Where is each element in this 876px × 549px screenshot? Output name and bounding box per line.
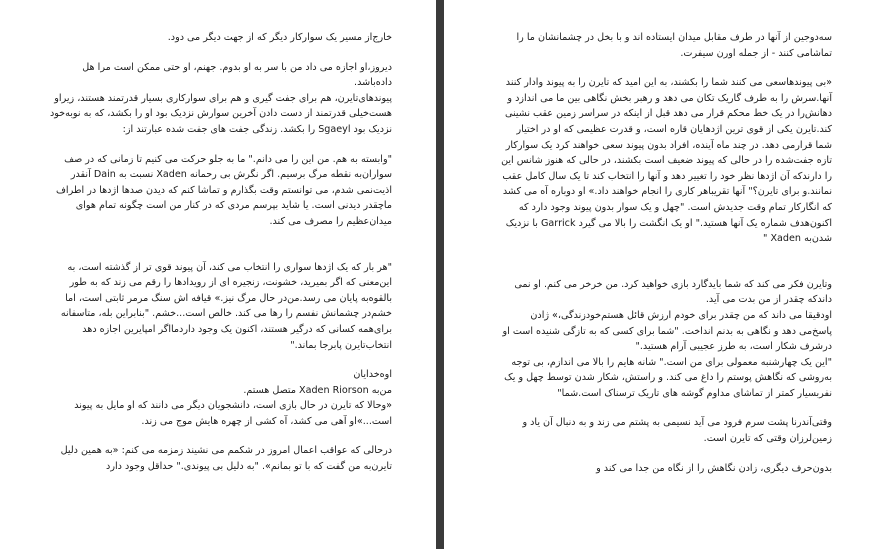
left-paragraph-9: درحالی که عواقب اعمال امروز در شکمم می نشیند زمزمه می کنم: «به همین دلیل تایرن‌به من گفت که با تو بمانم». "به دلیل بی پیوندی." حداقل وجود دارد (60, 445, 392, 473)
left-paragraph-1: خارج‌از مسیر یک سوارکار دیگر که از جهت دیگر می دود. (167, 32, 392, 43)
left-paragraph-3: پیوندهای‌تایرن، هم برای جفت گیری و هم برای سوارکاری بسیار قدرتمند هستند، زیرا‌و هست‌خیلی قدرتمند از دست دادن آخرین سوارش نزدیک بود او را بکشد، که به نوبه‌خود نزدیک بود Sgaeyl را بکشد. زندگی جفت های جفت شده عبارتند از: (49, 92, 392, 135)
right-paragraph-2: «بی پیوندهاسعی می کنند شما را بکشند، به این امید که تایرن را به پیوند وادار کنند آنها.سرش را به طرف گاریک تکان می دهد و رهبر بخش نگاهی بین ما می اندازد و دهانش‌را در یک خط محکم قرار می دهد قبل از اینکه در سراسر زمین عقب نشینی کند.تایرن یکی از قوی ترین اژدهایان قاره است، و قدرت عظیمی که او در اختیار شما قرارمی دهد. در چند ماه آینده، افراد بدون پیوند سعی خواهند کرد یک سوارکار تازه جفت‌شده را در حالی که پیوند ضعیف است بکشند، در حالی که هنوز شانس این را دارندکه آن اژدها نظر خود را تغییر دهد و آنها را انتخاب کند تا یک سال کامل عقب نمانند.و برای تایرن؟" آنها تقریبا‌هر کاری را انجام خواهند داد.» او دوباره آه می کشد که انگارکار تمام وقت جدیدش است. "چهل و یک سوار بدون پیوند وجود دارد که اکنون‌هدف شماره یک آنها هستید." او یک انگشت را بالا می گیرد Garrick با نزدیک شدن‌به Xaden " (501, 77, 832, 245)
right-paragraph-1: سه‌دوجین از آنها در طرف مقابل میدان ایستاده اند و با بخل در چشمانشان ما را تماشامی کنند - از جمله اورن سیفرت. (516, 32, 832, 59)
right-page (444, 0, 876, 549)
left-paragraph-2: دیروز،او اجازه می داد من با سر به او بدوم. جهنم، او حتی ممکن است مرا هل داده‌باشد. (82, 61, 392, 89)
left-paragraph-7: من‌به Xaden Riorson متصل هستم. (243, 384, 392, 396)
right-paragraph-7: بدون‌حرف دیگری، زادن نگاهش را از نگاه من جدا می کند و (596, 462, 832, 474)
left-page (0, 0, 436, 549)
left-paragraph-8: «وحالا که تایرن در حال بازی است، دانشجویان دیگر می دانند که او مایل به پیوند است...»او آهی می کشد، آه کشی از چهره هایش موج می زند. (74, 400, 392, 427)
right-paragraph-5: "این یک چهارشنبه معمولی برای من است." شانه هایم را بالا می اندازم، بی توجه به‌روشی که نگاهش پوستم را داغ می کند. و راستش، شکار شدن توسط چهل و یک نفربسیار کمتر از تماشای مداوم گوشه های تاریک ترسناک است.شما" (504, 356, 832, 399)
left-paragraph-5: "هر بار که یک اژدها سواری را انتخاب می کند، آن پیوند قوی تر از گذشته است، به این‌معنی که اگر بمیرید، خشونت، زنجیره ای از رویدادها را رقم می زند که به طور بالقوه‌به پایان می رسد.من‌در حال مرگ نیز.» قیافه اش سنگ مرمر ثابتی است، اما خشم‌در چشمانش نفسم را رها می کند. خالص است...خشم. "بنابراین بله، متاسفانه برای‌همه کسانی که درگیر هستند، اکنون یک وجود داردما‌اگر امپایرین اجازه دهد انتخاب‌تایرن پابرجا بماند." (60, 261, 392, 351)
left-paragraph-4: "وابسته به هم. من این را می دانم." ما به جلو حرکت می کنیم تا زمانی که در صف سواران‌به نقطه مرگ برسیم. اگر نگرش بی رحمانه Xaden نسبت به Dain آنقدر اذیت‌نمی شدم، می توانستم وقت بگذارم و تماشا کنم که دیدن صدها اژدها در اطراف ما‌چقدر دیدنی است. یا شاید بپرسم مردی که در کنار من است چگونه تمام هوای میدان‌عظیم را مصرف می کند. (55, 153, 392, 227)
page-divider (436, 0, 444, 549)
right-paragraph-3: وتایرن فکر می کند که شما باید‌گارد بازی خواهید کرد. من خرخر می کنم. او نمی داندکه چقدر از من بدت می آید. (514, 278, 832, 306)
right-paragraph-6: وقتی‌آندرنا پشت سرم فرود می آید نسیمی به پشتم می زند و به دنبال آن یاد و زمین‌لرزان وقتی که تایرن است. (522, 417, 832, 445)
left-paragraph-6: اوه‌خدایان (353, 369, 392, 381)
right-paragraph-4: اودقیقا می داند که من چقدر برای خودم ارزش قائل هستم‌خود‌زندگی،» ژادن پاسخ‌می دهد و نگاهی به بدنم انداخت. "شما برای کسی که به تازگی شنیده است او درشرف شکار است، به طرز عجیبی آرام هستید." (502, 309, 832, 353)
